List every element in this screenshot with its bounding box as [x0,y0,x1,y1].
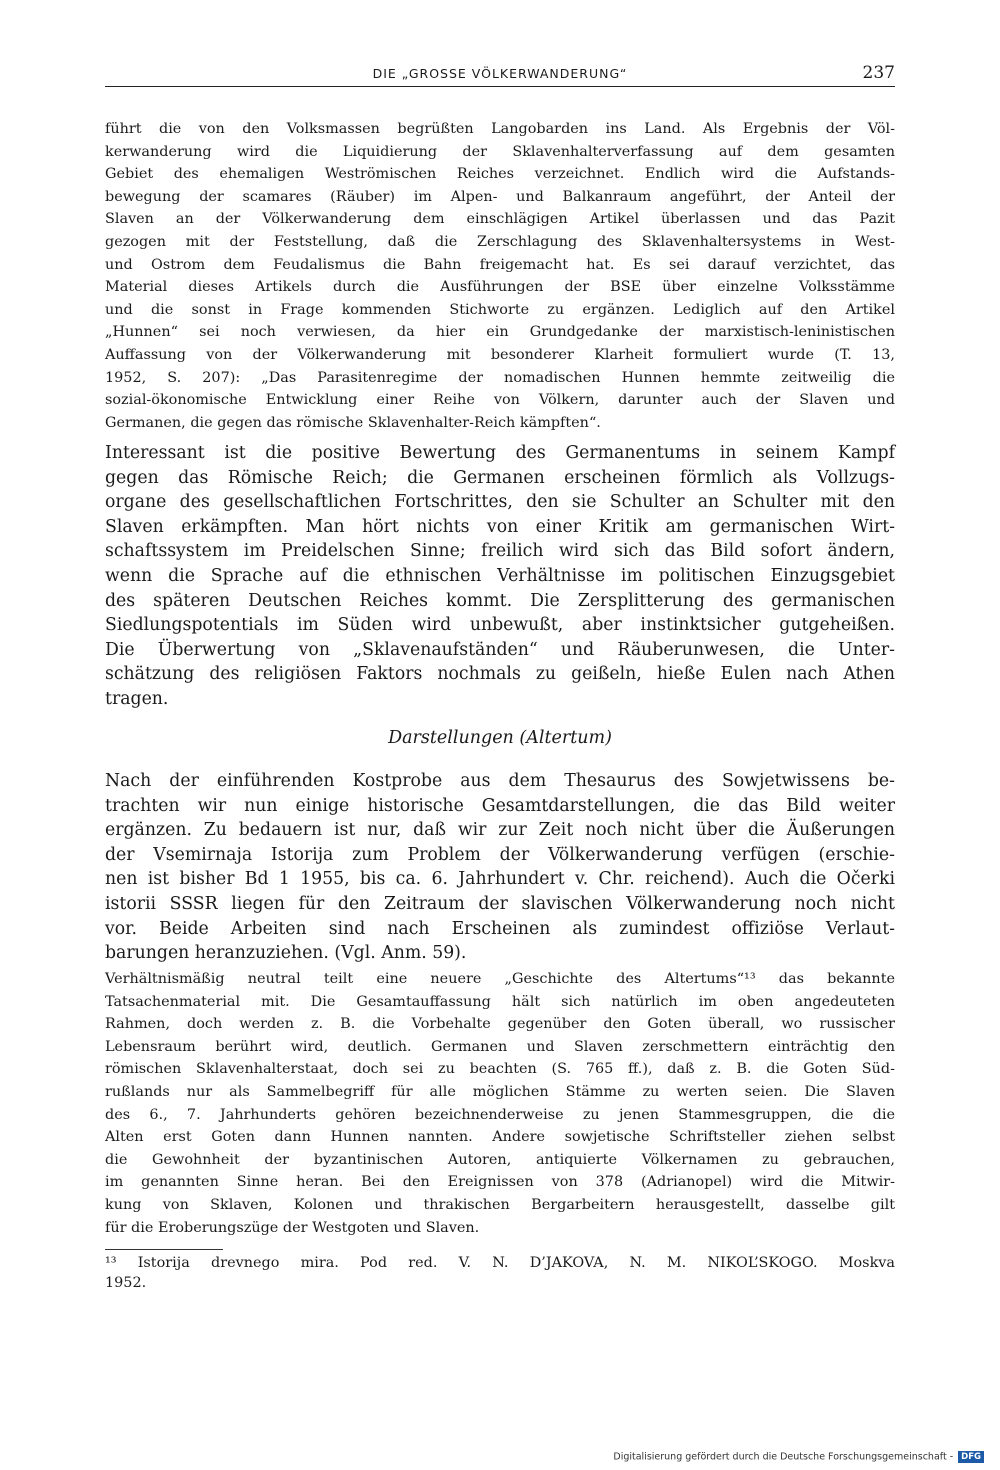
text-line: Slaven an der Völkerwanderung dem einschlägigen Artikel überlassen und das Pazit [105,211,895,228]
footnote [105,1254,895,1293]
text-line: barungen heranzuziehen. (Vgl. Anm. 59). [105,943,467,964]
paragraph-4 [105,968,895,1239]
text-line: Die Überwertung von „Sklavenaufständen“ und Räuberunwesen, die Unter- [105,639,895,660]
text-line: kung von Sklaven, Kolonen und thrakischen Bergarbeitern herausgestellt, dasselbe gilt [105,1196,895,1213]
page-number: 237 [862,63,895,83]
text-line: gegen das Römische Reich; die Germanen erscheinen förmlich als Vollzugs- [105,467,895,488]
text-line: Germanen, die gegen das römische Sklavenhalter-Reich kämpften“. [105,414,601,431]
text-line: schaftssystem im Preidelschen Sinne; freilich wird sich das Bild sofort ändern, [105,541,895,562]
text-line: des späteren Deutschen Reiches kommt. Die Zersplitterung des germanischen [105,590,895,611]
paragraph-3 [105,769,895,966]
text-line: führt die von den Volksmassen begrüßten Langobarden ins Land. Als Ergebnis der Völ- [105,121,895,137]
text-line: sozial-ökonomische Entwicklung einer Reihe von Völkern, darunter auch der Slaven und [105,392,895,409]
text-line: Material dieses Artikels durch die Ausführungen der BSE über einzelne Volksstämme [105,279,895,296]
text-line: gezogen mit der Feststellung, daß die Zerschlagung des Sklavenhaltersystems in West- [105,233,895,250]
section-heading: Darstellungen (Altertum) [388,728,612,748]
text-line: Nach der einführenden Kostprobe aus dem Thesaurus des Sowjetwissens be- [105,771,895,791]
text-line: und die sonst in Frage kommenden Stichworte zu ergänzen. Lediglich auf den Artikel [105,301,895,318]
text-line: wenn die Sprache auf die ethnischen Verhältnisse im politischen Einzugsgebiet [105,565,895,586]
running-header [105,62,895,87]
text-line: Lebensraum berührt wird, deutlich. Germanen und Slaven zerschmettern einträchtig den [105,1038,895,1055]
footnote-line: ¹³ Istorija drevnego mira. Pod red. V. N. D’JAKOVA, N. M. NIKOL’SKOGO. Moskva [105,1255,895,1271]
text-line: „Hunnen“ sei noch verwiesen, da hier ein Grundgedanke der marxistisch-leninistischen [105,324,895,341]
credit-text: Digitalisierung gefördert durch die Deutsche Forschungsgemeinschaft - [613,1451,954,1463]
paragraph-2 [105,441,895,712]
text-line: römischen Sklavenhalterstaat, doch sei zu beachten (S. 765 ff.), daß z. B. die Goten Süd- [105,1061,895,1078]
text-line: Siedlungspotentials im Süden wird unbewußt, aber instinktsicher gutgeheißen. [105,615,895,636]
text-line: 1952, S. 207): „Das Parasitenregime der nomadischen Hunnen hemmte zeitweilig die [105,369,895,386]
text-line: kerwanderung wird die Liquidierung der Sklavenhalterverfassung auf dem gesamten [105,143,895,160]
text-line: Slaven erkämpften. Man hört nichts von einer Kritik am germanischen Wirt- [105,516,895,537]
text-line: ergänzen. Zu bedauern ist nur, daß wir zur Zeit noch nicht über die Äußerungen [105,820,895,841]
text-line: Interessant ist die positive Bewertung des Germanentums in seinem Kampf [105,443,895,463]
text-line: tragen. [105,688,169,709]
text-line: Verhältnismäßig neutral teilt eine neuere „Geschichte des Altertums“¹³ das bekannte [105,971,895,987]
paragraph-1 [105,118,895,434]
footnote-divider [105,1249,223,1250]
text-line: schätzung des religiösen Faktors nochmals zu geißeln, hieße Eulen nach Athen [105,664,895,685]
running-title: DIE „GROSSE VÖLKERWANDERUNG“ [372,66,628,81]
text-line: Rahmen, doch werden z. B. die Vorbehalte gegenüber den Goten überall, wo russischer [105,1016,895,1033]
text-line: Tatsachenmaterial mit. Die Gesamtauffassung hält sich natürlich im oben angedeuteten [105,993,895,1010]
text-line: bewegung der scamares (Räuber) im Alpen- und Balkanraum angeführt, der Anteil der [105,188,895,205]
text-line: im genannten Sinne heran. Bei den Ereignissen von 378 (Adrianopel) wird die Mitwir- [105,1174,895,1191]
text-line: und Ostrom dem Feudalismus die Bahn freigemacht hat. Es sei darauf verzichtet, das [105,256,895,273]
digitization-credit [613,1451,984,1463]
text-line: des 6., 7. Jahrhunderts gehören bezeichnenderweise zu jenen Stammesgruppen, die die [105,1106,895,1123]
text-line: rußlands nur als Sammelbegriff für alle möglichen Stämme zu werten seien. Die Slaven [105,1083,895,1100]
text-line: istorii SSSR liegen für den Zeitraum der slavischen Völkerwanderung noch nicht [105,893,895,914]
text-line: für die Eroberungszüge der Westgoten und Slaven. [105,1219,480,1236]
text-line: nen ist bisher Bd 1 1955, bis ca. 6. Jahrhundert v. Chr. reichend). Auch die Očerki [105,869,895,890]
text-line: die Gewohnheit der byzantinischen Autoren, antiquierte Völkernamen zu gebrauchen, [105,1151,895,1168]
dfg-logo: DFG [958,1451,984,1463]
text-line: Alten erst Goten dann Hunnen nannten. Andere sowjetische Schriftsteller ziehen selbst [105,1129,895,1146]
footnote-line: 1952. [105,1274,147,1291]
text-line: der Vsemirnaja Istorija zum Problem der Völkerwanderung verfügen (erschie- [105,844,895,865]
text-line: Gebiet des ehemaligen Weströmischen Reiches verzeichnet. Endlich wird die Aufstands- [105,166,895,183]
text-line: Auffassung von der Völkerwanderung mit besonderer Klarheit formuliert wurde (T. 13, [105,346,895,363]
text-line: organe des gesellschaftlichen Fortschrittes, den sie Schulter an Schulter mit den [105,492,895,513]
text-line: vor. Beide Arbeiten sind nach Erscheinen als zumindest offiziöse Verlaut- [105,918,895,939]
text-line: trachten wir nun einige historische Gesamtdarstellungen, die das Bild weiter [105,795,895,816]
